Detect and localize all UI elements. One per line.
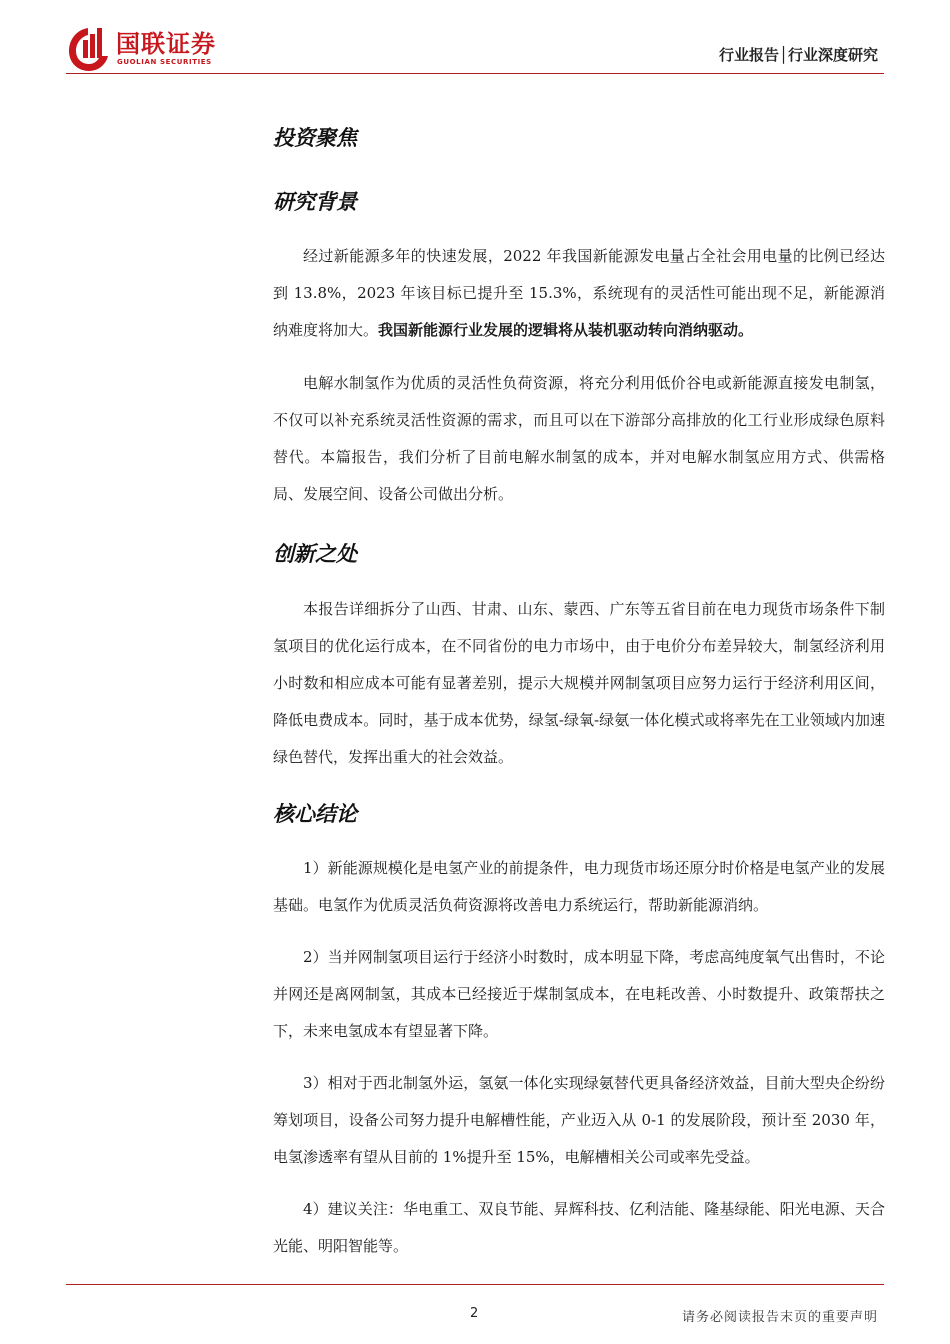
- conclusion-item-4: 4）建议关注：华电重工、双良节能、昇辉科技、亿利洁能、隆基绿能、阳光电源、天合光能、明阳智能等。: [273, 1200, 885, 1255]
- background-paragraph-1: 经过新能源多年的快速发展，2022 年我国新能源发电量占全社会用电量的比例已经达到 13.8%，2023 年该目标已提升至 15.3%，系统现有的灵活性可能出现不足，新能源消纳难度将加大。我国新能源行业发展的逻辑将从装机驱动转向消纳驱动。: [273, 247, 885, 339]
- logo-text-en: GUOLIAN SECURITIES: [117, 58, 212, 66]
- footer-divider: [66, 1284, 884, 1285]
- main-content: [273, 118, 885, 1265]
- logo-text-cn: 国联证券: [116, 30, 216, 58]
- conclusion-item-1: 1）新能源规模化是电氢产业的前提条件，电力现货市场还原分时价格是电氢产业的发展基础。电氢作为优质灵活负荷资源将改善电力系统运行，帮助新能源消纳。: [273, 859, 885, 914]
- page-title: 投资聚焦: [273, 125, 357, 150]
- conclusion-item-2: 2）当并网制氢项目运行于经济小时数时，成本明显下降，考虑高纯度氧气出售时，不论并网还是离网制氢，其成本已经接近于煤制氢成本，在电耗改善、小时数提升、政策帮扶之下，未来电氢成本有望显著下降。: [273, 948, 885, 1040]
- section-title-conclusion: 核心结论: [273, 801, 357, 826]
- header-divider: [66, 73, 884, 74]
- background-key-point: 我国新能源行业发展的逻辑将从装机驱动转向消纳驱动。: [378, 321, 754, 339]
- conclusion-item-3: 3）相对于西北制氢外运，氢氨一体化实现绿氨替代更具备经济效益，目前大型央企纷纷筹划项目，设备公司努力提升电解槽性能，产业迈入从 0-1 的发展阶段，预计至 2030 年，电氢渗透率有望从目前的 1%提升至 15%，电解槽相关公司或率先受益。: [273, 1074, 885, 1166]
- company-logo: [66, 26, 256, 72]
- footer-disclaimer: 请务必阅读报告末页的重要声明: [681, 1310, 878, 1325]
- background-paragraph-2: 电解水制氢作为优质的灵活性负荷资源，将充分利用低价谷电或新能源直接发电制氢，不仅可以补充系统灵活性资源的需求，而且可以在下游部分高排放的化工行业形成绿色原料替代。本篇报告，我们分析了目前电解水制氢的成本，并对电解水制氢应用方式、供需格局、发展空间、设备公司做出分析。: [273, 374, 885, 503]
- report-type: 行业报告│行业深度研究: [718, 46, 878, 64]
- section-title-background: 研究背景: [273, 189, 357, 214]
- section-title-innovation: 创新之处: [273, 541, 357, 566]
- page-number: 2: [470, 1306, 479, 1321]
- guolian-logo-icon: [66, 26, 110, 72]
- innovation-paragraph: 本报告详细拆分了山西、甘肃、山东、蒙西、广东等五省目前在电力现货市场条件下制氢项目的优化运行成本，在不同省份的电力市场中，由于电价分布差异较大，制氢经济利用小时数和相应成本可能有显著差别，提示大规模并网制氢项目应努力运行于经济利用区间，降低电费成本。同时，基于成本优势，绿氢-绿氧-绿氨一体化模式或将率先在工业领域内加速绿色替代，发挥出重大的社会效益。: [273, 600, 885, 766]
